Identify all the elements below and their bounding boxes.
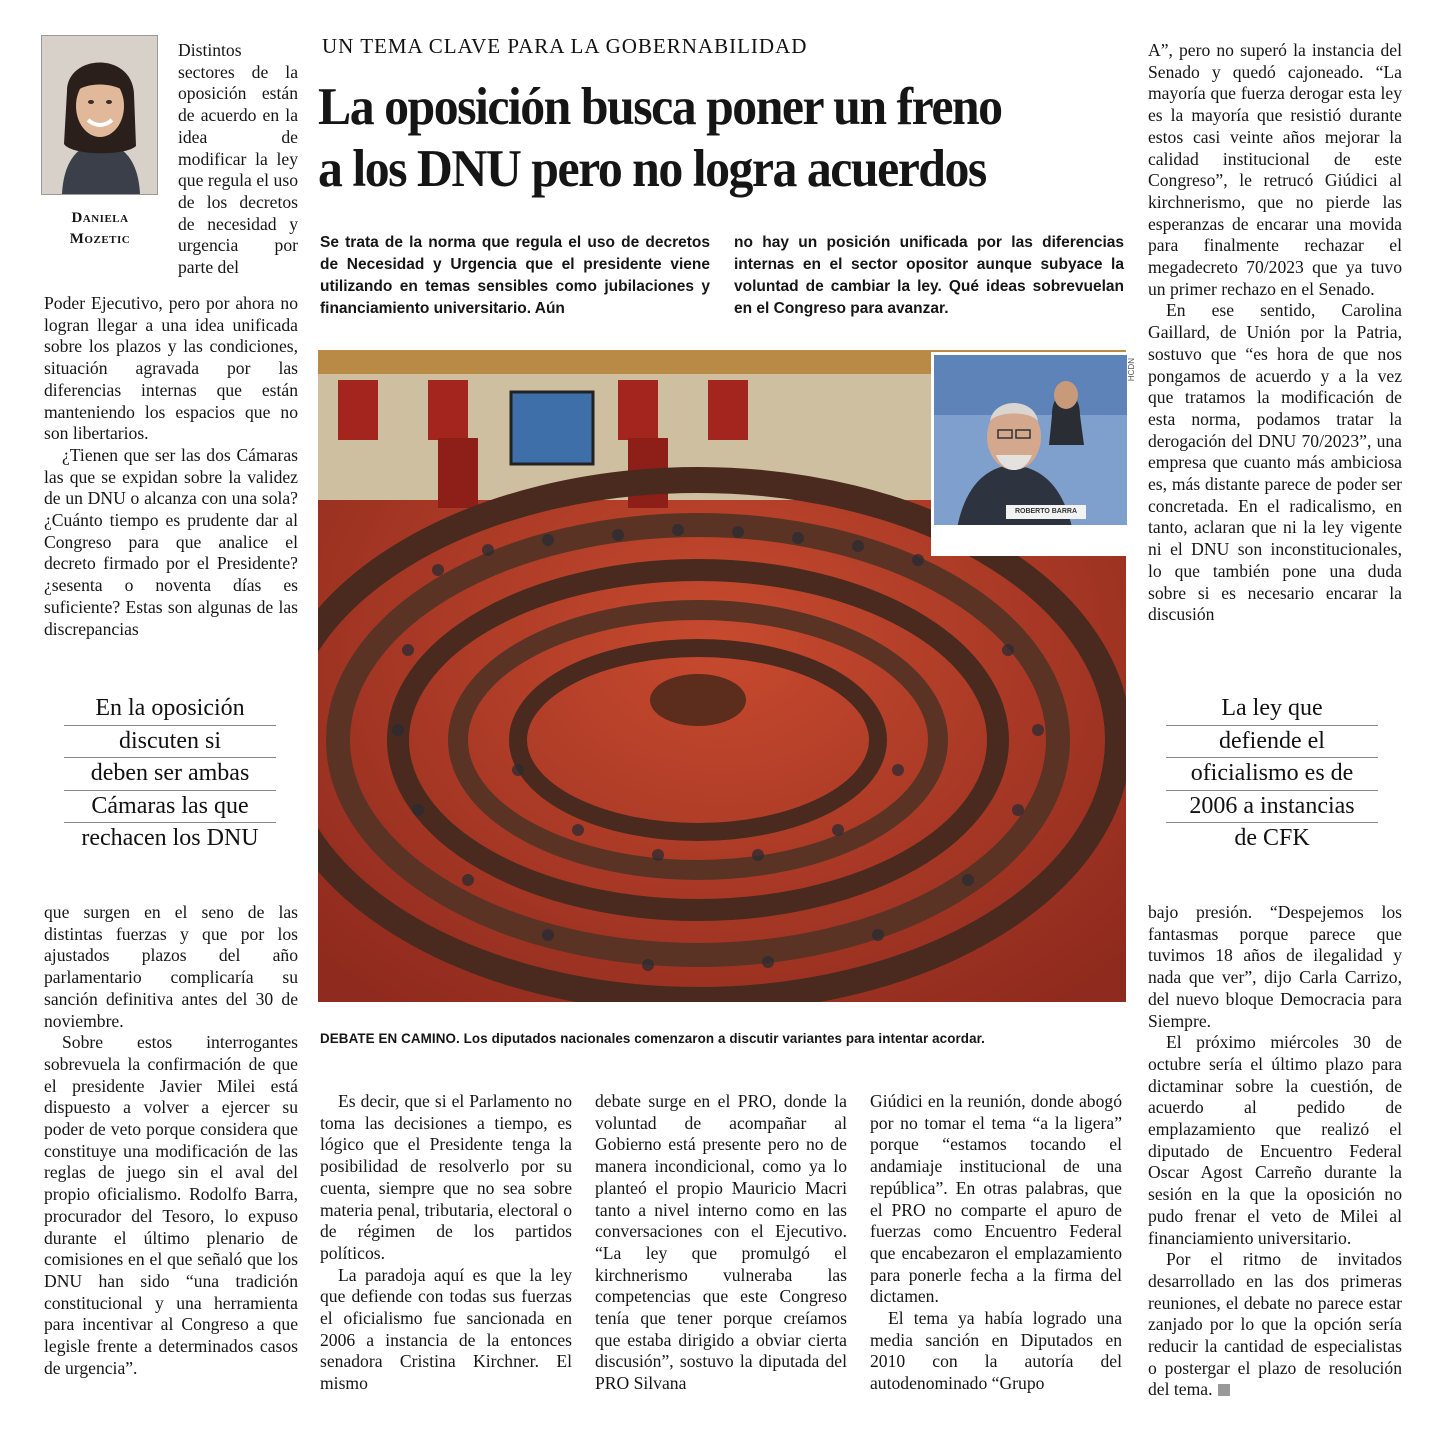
body-paragraph: Es decir, que si el Parlamento no toma las decisiones a tiempo, es lógico que el Presidente tenga la posibilidad de resolverlo por su cuenta, siempre que no sea sobre materia penal, tributaria, electoral o de régimen de los partidos políticos.: [320, 1091, 572, 1263]
photo-caption: [320, 1031, 1130, 1046]
body-paragraph: El tema ya había logrado una media sanción en Diputados en 2010 con la autoría del autodenominado “Grupo: [870, 1308, 1122, 1394]
body-paragraph: En ese sentido, Carolina Gaillard, de Unión por la Patria, sostuvo que “es hora de que nos pongamos de acuerdo y a la vez que tratamos la modificación de esta norma, podamos tratar la derogación del DNU 70/2023”, una empresa que cuanto más ambiciosa es, más distante parece de poder ser concretada. En el radicalismo, en tanto, aclaran que ni la ley vigente ni el DNU son inconstitucionales, lo que también pone una duda sobre si es necesario encarar la discusión: [1148, 300, 1402, 625]
pullquote-line: defiende el: [1166, 725, 1378, 758]
pullquote-left: [64, 693, 276, 855]
body-col5-top: [1148, 40, 1402, 672]
body-paragraph: ¿Tienen que ser las dos Cámaras las que se expidan sobre la validez de un DNU o alcanza con una sola? ¿Cuánto tiempo es prudente dar al Congreso para que analice el decreto firmado por el Presidente? ¿sesenta o noventa días es suficiente? Estas son algunas de las discrepancias: [44, 444, 298, 639]
byline: [40, 208, 160, 250]
body-paragraph: debate surge en el PRO, donde la voluntad de acompañar al Gobierno está presente pero no de manera incondicional, como ya lo planteó el propio Mauricio Macri tanto a nivel interno como en las conversaciones con el Ejecutivo. “La ley que promulgó el kirchnerismo vulneraba las competencias que este Congreso tenía que tener porque creíamos que estaba dirigido a obviar cierta discusión”, sostuvo la diputada del PRO Silvana: [595, 1091, 847, 1394]
pullquote-line: deben ser ambas: [64, 757, 276, 790]
caption-text: Los diputados nacionales comenzaron a discutir variantes para intentar acordar.: [459, 1031, 986, 1046]
body-col5-bottom: [1148, 902, 1402, 1427]
author-portrait-drawing: [42, 36, 157, 194]
pullquote-line: oficialismo es de: [1166, 757, 1378, 790]
body-col1-bottom: [44, 902, 298, 1422]
inset-photo: [931, 352, 1130, 556]
inset-nameplate: ROBERTO BARRA: [1006, 505, 1086, 519]
body-paragraph: que surgen en el seno de las distintas fuerzas y que por los ajustados plazos del año parlamentario complicaría su sanción definitiva antes del 30 de noviembre.: [44, 902, 298, 1031]
body-paragraph: Sobre estos interrogantes sobrevuela la confirmación de que el presidente Javier Milei está dispuesto a volver a ejercer su poder de veto porque considera que constituye una modificación de las reglas de juego sin el aval del propio oficialismo. Rodolfo Barra, procurador del Tesoro, lo expuso durante el último plenario de comisiones en el que señaló que los DNU han sido “una tradición constitucional y una herramienta para incentivar al Congreso a que legisle frente a determinados casos de urgencia”.: [44, 1032, 298, 1378]
headline: [318, 76, 1089, 200]
pullquote-line: rechacen los DNU: [64, 822, 276, 855]
deck-right: no hay un posición unificada por las diferencias internas en el sector opositor aunque subyace la voluntad de cambiar la ley. Qué ideas sobrevuelan en el Congreso para avanzar.: [734, 234, 1124, 317]
deck-left: Se trata de la norma que regula el uso de decretos de Necesidad y Urgencia que el presidente viene utilizando en temas sensibles como jubilaciones y financiamiento universitario. Aún: [320, 234, 710, 317]
author-photo: [41, 35, 158, 195]
pullquote-line: En la oposición: [95, 695, 245, 721]
author-last-name: Mozetic: [69, 231, 131, 247]
pullquote-line: 2006 a instancias: [1166, 790, 1378, 823]
body-col2: [320, 1091, 572, 1427]
pullquote-right: [1166, 693, 1378, 855]
body-paragraph: El próximo miércoles 30 de octubre sería el último plazo para dictaminar sobre la cuestión, de acuerdo al pedido de emplazamiento que realizó el diputado de Encuentro Federal Oscar Agost Carreño durante la sesión en la que la oposición no pudo frenar el veto de Milei al financiamiento universitario.: [1148, 1032, 1402, 1248]
kicker: UN TEMA CLAVE PARA LA GOBERNABILIDAD: [322, 34, 808, 58]
body-paragraph: Poder Ejecutivo, pero por ahora no logran llegar a una idea unificada sobre los plazos y las condiciones, situación agravada por las diferencias internas que están manteniendo los espacios que no son libertarios.: [44, 293, 298, 444]
final-paragraph-text: Por el ritmo de invitados desarrollado en las dos primeras reuniones, el debate no parece estar zanjado por lo que la opción sería reducir la cantidad de especialistas o postergar el plazo de resolución del tema.: [1148, 1249, 1402, 1400]
body-paragraph: [1148, 1249, 1402, 1401]
body-col1-wrap: [178, 40, 298, 290]
pullquote-line: Cámaras las que: [64, 790, 276, 823]
caption-label: DEBATE EN CAMINO.: [320, 1031, 460, 1046]
body-paragraph: Distintos sectores de la oposición están de acuerdo en la idea de modificar la ley que regula el uso de los decretos de necesidad y urgencia por parte del: [178, 40, 298, 278]
body-col1-top: [44, 293, 298, 671]
pullquote-line: discuten si: [64, 725, 276, 758]
headline-line1: La oposición busca poner un freno: [318, 78, 1002, 136]
body-paragraph: La paradoja aquí es que la ley que defiende con todas sus fuerzas el oficialismo fue sancionada en 2006 a instancia de la entonces senadora Cristina Kirchner. El mismo: [320, 1264, 572, 1394]
end-mark-icon: [1218, 1384, 1230, 1396]
headline-line2: a los DNU pero no logra acuerdos: [318, 140, 986, 198]
author-first-name: Daniela: [71, 210, 129, 226]
pullquote-line: La ley que: [1221, 695, 1323, 721]
body-paragraph: A”, pero no superó la instancia del Senado y quedó cajoneado. “La mayoría que fuerza derogar esta ley es la mayoría que resistió durante estos casi veinte años mejorar la calidad institucional de este Congreso”, le retrucó Giúdici al kirchnerismo, que no pierde las esperanzas de encarar una movida para finalmente rechazar el megadecreto 70/2023 que ya tuvo un primer rechazo en el Senado.: [1148, 40, 1402, 299]
inset-portrait-drawing: [934, 355, 1127, 553]
photo-credit: HCDN: [1127, 358, 1136, 382]
body-paragraph: bajo presión. “Despejemos los fantasmas porque parece que tuvimos 18 años de ilegalidad y nada que ver”, dijo Carla Carrizo, del nuevo bloque Democracia para Siempre.: [1148, 902, 1402, 1031]
body-col3: [595, 1091, 847, 1427]
body-paragraph: Giúdici en la reunión, donde abogó por no tomar el tema “a la ligera” porque “estamos tocando el andamiaje institucional de una república”. En otras palabras, que el PRO no comparte el apuro de fuerzas como Encuentro Federal que encabezaron el emplazamiento para ponerle fecha a la firma del dictamen.: [870, 1091, 1122, 1307]
body-col4: [870, 1091, 1122, 1427]
pullquote-line: de CFK: [1166, 822, 1378, 855]
